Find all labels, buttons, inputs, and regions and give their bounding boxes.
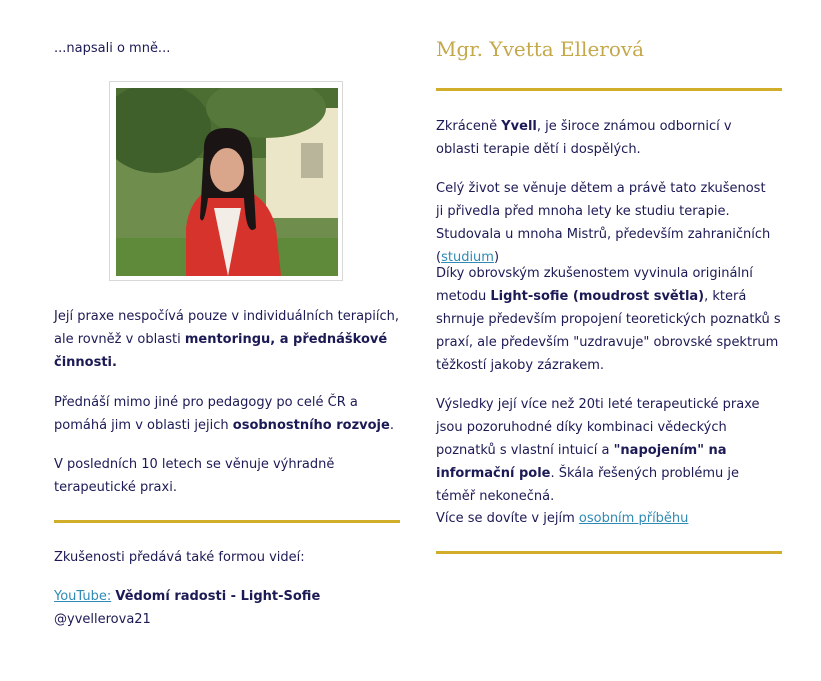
intro-text-2: , je široce známou odbornicí v oblasti terapie dětí i dospělých. (436, 119, 732, 157)
portrait-image (116, 88, 338, 276)
left-divider (54, 520, 400, 523)
lecture-bold: osobnostního rozvoje (232, 418, 390, 433)
lecture-end: . (389, 418, 394, 433)
practice-bold: mentoringu, a přednáškové činnosti. (54, 332, 388, 370)
results-text: Výsledky její více než 20ti leté terapeutické praxe jsou pozoruhodné díky kombinaci vědeckých poznatků s vlastní intuicí a (436, 397, 760, 458)
study-text: Celý život se věnuje dětem a právě tato zkušenost ji přivedla před mnoha lety ke studiu terapie. Studovala u mnoha Mistrů, především zahraničních ( (436, 181, 771, 265)
youtube-link[interactable]: YouTube: (54, 589, 112, 604)
practice-paragraph (54, 305, 400, 374)
youtube-line (54, 585, 400, 608)
study-end: ) (493, 250, 500, 265)
method-bold: Light-sofie (moudrost světla) (490, 289, 705, 304)
study-link[interactable]: studium (441, 250, 494, 265)
bottom-divider (436, 551, 782, 554)
story-text: Více se dovíte v jejím (436, 511, 579, 526)
portrait-photo (116, 88, 338, 276)
youtube-channel: Vědomí radosti - Light-Sofie (115, 589, 321, 604)
method-paragraph (436, 262, 782, 377)
lecture-text: Přednáší mimo jiné pro pedagogy po celé ČR a pomáhá jim v oblasti jejich (54, 395, 358, 433)
method-text: Díky obrovským zkušenostem vyvinula originální metodu (436, 266, 753, 304)
story-paragraph (436, 507, 782, 530)
results-text-2: . Škála řešených problému je téměř nekonečná. (436, 466, 740, 504)
page-title: Mgr. Yvetta Ellerová (436, 37, 645, 61)
years-paragraph: V posledních 10 letech se věnuje výhradně terapeutické praxi. (54, 457, 335, 495)
title-divider (436, 88, 782, 91)
results-paragraph (436, 393, 776, 508)
story-link[interactable]: osobním příběhu (578, 511, 689, 526)
videos-text: Zkušenosti předává také formou videí: (54, 550, 305, 565)
youtube-handle: @yvellerova21 (54, 612, 151, 627)
practice-text: Její praxe nespočívá pouze v individuálních terapiích, ale rovněž v oblasti (54, 309, 400, 347)
study-paragraph (436, 177, 776, 269)
lecture-paragraph (54, 391, 400, 437)
intro-paragraph (436, 115, 776, 161)
intro-text: ...napsali o mně... (54, 41, 171, 56)
results-bold: "napojením" na informační pole (436, 443, 727, 481)
portrait-frame (109, 81, 343, 281)
intro-text-1: Zkráceně (436, 119, 502, 134)
method-text-2: , která shrnuje především propojení teoretických poznatků s praxí, ale především "uzdravuje" obrovské spektrum těžkostí jakoby zázrakem. (436, 289, 781, 373)
intro-bold: Yvell (501, 119, 537, 134)
